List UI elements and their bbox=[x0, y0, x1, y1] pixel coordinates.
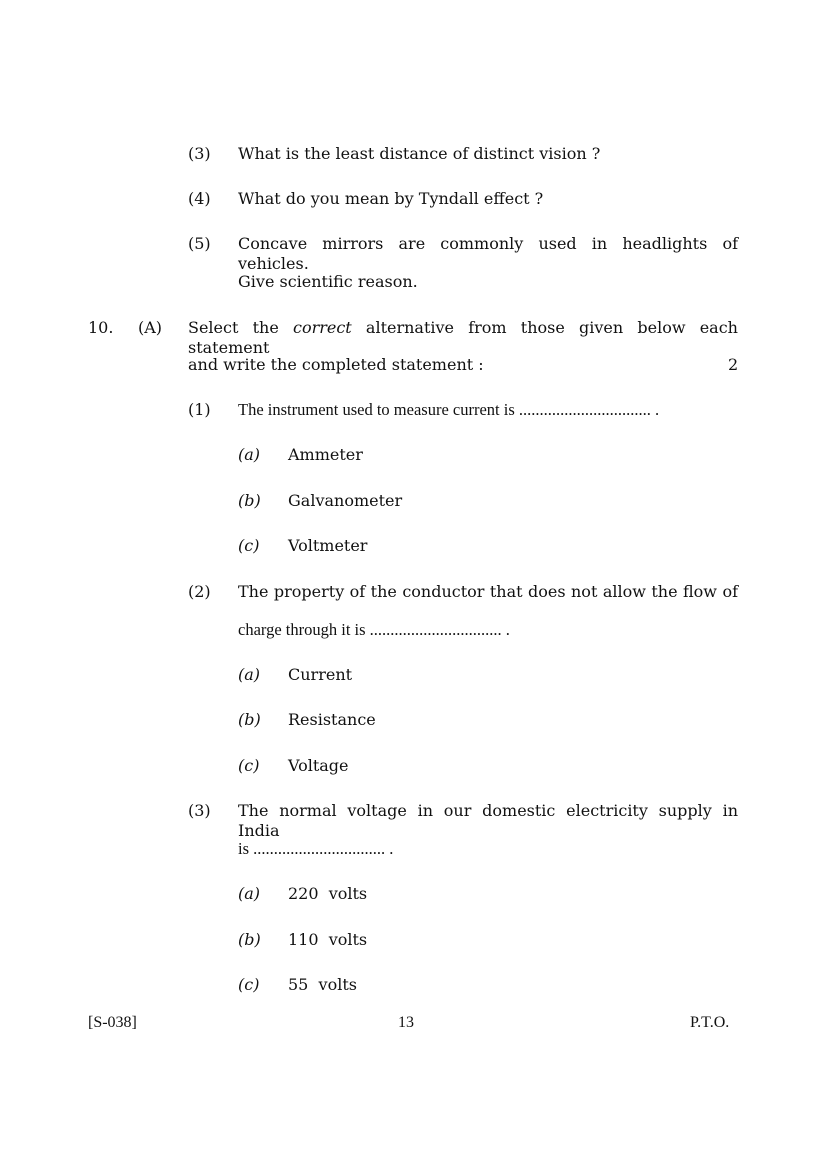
question-text: What is the least distance of distinct vision ? bbox=[238, 144, 601, 163]
option-letter: (c) bbox=[238, 756, 260, 775]
question-text: What do you mean by Tyndall effect ? bbox=[238, 189, 544, 208]
question-text: Concave mirrors are commonly used in headlights of vehicles. bbox=[238, 234, 738, 273]
option-letter: (c) bbox=[238, 536, 260, 555]
option-letter-value: b bbox=[244, 491, 255, 510]
option-letter: (b) bbox=[238, 710, 261, 729]
question-number: (2) bbox=[188, 582, 211, 601]
option-letter-value: c bbox=[244, 975, 254, 994]
question-text: The instrument used to measure current is ................................ . bbox=[238, 400, 660, 419]
page-number: 13 bbox=[398, 1014, 414, 1031]
instruction-text-continued: and write the completed statement : bbox=[188, 355, 484, 374]
question-part: (A) bbox=[138, 318, 163, 337]
question-number: (1) bbox=[188, 400, 211, 419]
question-text-continued: is ................................ . bbox=[238, 839, 394, 858]
question-text-continued: Give scientific reason. bbox=[238, 272, 418, 291]
question-number: (4) bbox=[188, 189, 211, 208]
option-text: Current bbox=[288, 665, 353, 684]
question-text: The normal voltage in our domestic electricity supply in India bbox=[238, 801, 738, 840]
question-number: (5) bbox=[188, 234, 211, 253]
option-text: Resistance bbox=[288, 710, 376, 729]
option-text: Galvanometer bbox=[288, 491, 403, 510]
option-text: Voltage bbox=[288, 756, 349, 775]
instruction-emphasis: correct bbox=[292, 318, 352, 337]
option-text: 220 volts bbox=[288, 884, 368, 903]
option-letter-value: a bbox=[244, 665, 254, 684]
question-text: The property of the conductor that does not allow the flow of bbox=[238, 582, 738, 601]
option-letter-value: b bbox=[244, 710, 255, 729]
option-letter: (b) bbox=[238, 930, 261, 949]
question-number: (3) bbox=[188, 144, 211, 163]
option-letter: (b) bbox=[238, 491, 261, 510]
option-letter-value: b bbox=[244, 930, 255, 949]
pto-label: P.T.O. bbox=[690, 1014, 730, 1031]
option-text: 110 volts bbox=[288, 930, 368, 949]
option-letter-value: c bbox=[244, 756, 254, 775]
option-letter-value: a bbox=[244, 884, 254, 903]
option-letter-value: a bbox=[244, 445, 254, 464]
marks: 2 bbox=[728, 355, 739, 374]
instruction-text-part: alternative from those given below each statement bbox=[188, 318, 738, 357]
option-letter: (a) bbox=[238, 665, 261, 684]
question-number: 10. bbox=[88, 318, 114, 337]
option-text: Ammeter bbox=[288, 445, 363, 464]
option-letter-value: c bbox=[244, 536, 254, 555]
question-text-continued: charge through it is ................................ . bbox=[238, 620, 510, 639]
instruction-text bbox=[188, 318, 738, 358]
paper-code: [S-038] bbox=[88, 1014, 137, 1031]
instruction-text-part: Select the bbox=[188, 318, 279, 337]
question-number: (3) bbox=[188, 801, 211, 820]
option-letter: (a) bbox=[238, 445, 261, 464]
option-letter: (a) bbox=[238, 884, 261, 903]
option-letter: (c) bbox=[238, 975, 260, 994]
option-text: Voltmeter bbox=[288, 536, 368, 555]
option-text: 55 volts bbox=[288, 975, 357, 994]
